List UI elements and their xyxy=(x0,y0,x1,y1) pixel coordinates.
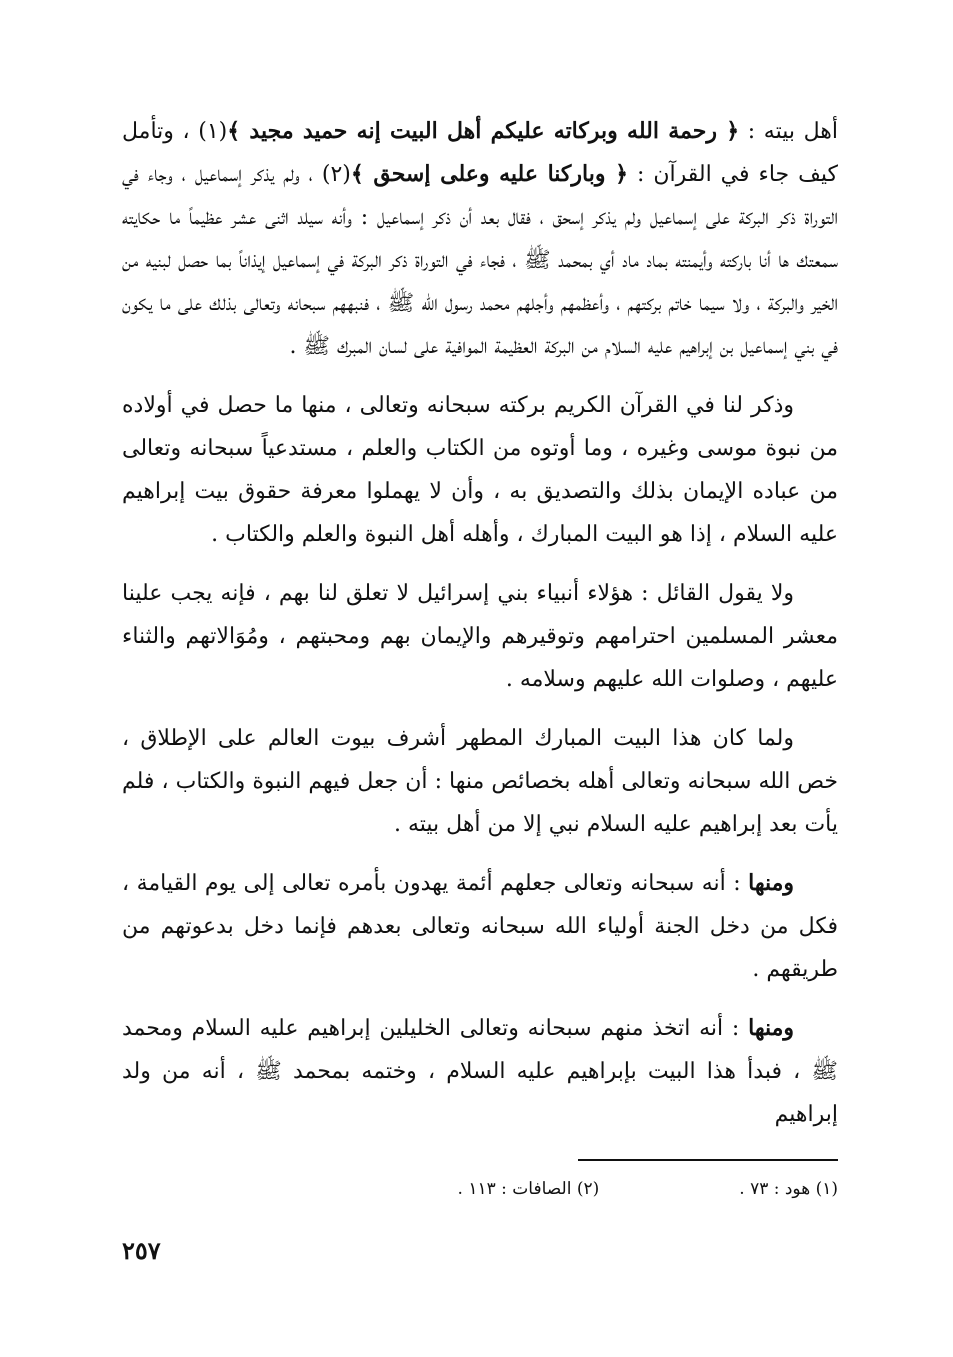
section-lead-word: ومنها xyxy=(748,870,795,896)
paragraph-2 xyxy=(122,384,838,556)
text-segment: ولما كان هذا البيت المبارك المطهر أشرف بيوت العالم على الإطلاق ، خص الله سبحانه وتعالى أهله بخصائص منها : أن جعل فيهم النبوة والكتاب ، فلم يأت بعد إبراهيم عليه السلام نبي إلا من أهل بيته . xyxy=(122,726,838,837)
paragraph-4 xyxy=(122,717,838,846)
text-segment: (٢) ، ولم يذكر إسماعيل ، وجاء في التوراة ذكر البركة على إسماعيل ولم يذكر إسحق ، فقال بعد أن ذكر إسماعيل : وأنه سيلد اثنى عشر عظيماً ما حكايته سمعتك ها أنا باركته وأيمنته بماد ماد أي بمحمد ﷺ ، فجاء في التوراة ذكر البركة في إسماعيل إيذاناً بما حصل لبنيه من الخير والبركة ، ولا سيما خاتم بركتهم ، وأعظمهم وأجلهم محمد رسول الله ﷺ ، فنبههم سبحانه وتعالى بذلك على ما يكون في بني إسماعيل بن إبراهيم عليه السلام من البركة العظيمة الموافية على لسان المبرك ﷺ . xyxy=(122,162,838,359)
quran-quote-2: ﴿ وباركنا عليه وعلى إسحق ﴾ xyxy=(350,161,629,187)
footnote-divider xyxy=(578,1159,838,1161)
page-number: ٢٥٧ xyxy=(122,1236,161,1265)
footnote-2: (٢) الصافات : ١١٣ . xyxy=(457,1179,600,1199)
section-lead-word: ومنها xyxy=(748,1015,794,1041)
text-segment: : أنه اتخذ منهم سبحانه وتعالى الخليلين إبراهيم عليه السلام ومحمد ﷺ ، فبدأ هذا البيت بإبراهيم عليه السلام ، وختمه بمحمد ﷺ ، أنه من ولد إبراهيم xyxy=(122,1016,838,1127)
paragraph-1 xyxy=(122,110,838,368)
text-segment: أهل بيته : xyxy=(739,119,838,144)
text-segment: ولا يقول القائل : هؤلاء أنبياء بني إسرائيل لا تعلق لنا بهم ، فإنه يجب علينا معشر المسلمين احترامهم وتوقيرهم والإيمان بهم ومحبتهم ، ومُوَالاتهم والثناء عليهم ، وصلوات الله عليهم وسلامه . xyxy=(122,581,838,692)
text-segment: وذكر لنا في القرآن الكريم بركته سبحانه وتعالى ، منها ما حصل في أولاده من نبوة موسى وغيره ، وما أوتوه من الكتاب والعلم ، مستدعياً سبحانه وتعالى من عباده الإيمان بذلك والتصديق به ، وأن لا يهملوا معرفة حقوق بيت إبراهيم عليه السلام ، إذا هو البيت المبارك ، وأهله أهل النبوة والعلم والكتاب . xyxy=(122,393,838,547)
paragraph-3 xyxy=(122,572,838,701)
footnote-1: (١) هود : ٧٣ . xyxy=(739,1179,838,1199)
footnotes xyxy=(220,1176,838,1202)
quran-quote-1: ﴿ رحمة الله وبركاته عليكم أهل البيت إنه حميد مجيد ﴾ xyxy=(227,118,740,144)
text-segment: : أنه سبحانه وتعالى جعلهم أئمة يهدون بأمره تعالى إلى يوم القيامة ، فكل من دخل الجنة أولياء الله سبحانه وتعالى بعدهم فإنما دخل بدعوتهم من طريقهم . xyxy=(122,871,838,982)
paragraph-5 xyxy=(122,862,838,991)
paragraph-6 xyxy=(122,1007,838,1136)
body-text xyxy=(122,110,838,1152)
text-segment: (١) ، وتأمل كيف جاء في القرآن : xyxy=(122,119,839,187)
